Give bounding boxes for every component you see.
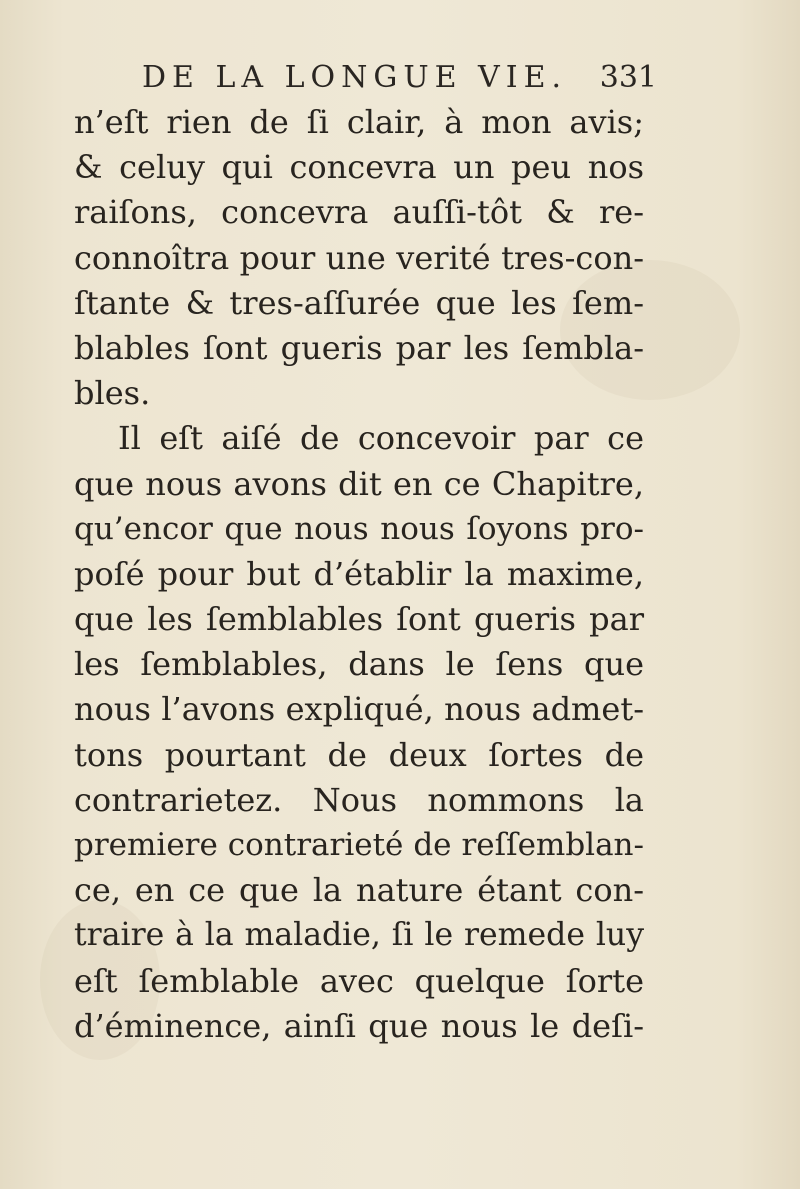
running-title: DE LA LONGUE VIE. [142,60,568,95]
text-line: raiſons, concevra auſſi-tôt & re- [74,193,644,232]
text-line: Il eſt aiſé de concevoir par ce [118,419,644,458]
text-line: ce, en ce que la nature étant con- [74,871,644,910]
text-line: poſé pour but d’établir la maxime, [74,554,644,593]
text-line: tons pourtant de deux ſortes de [74,735,644,774]
text-line: que nous avons dit en ce Chapitre, [74,464,644,503]
text-line: n’eſt rien de ſi clair, à mon avis; [74,103,644,141]
page-header [142,54,657,102]
text-line: connoîtra pour une verité tres-con- [74,238,644,277]
text-line: les ſemblables, dans le ſens que [74,645,644,684]
text-line: nous l’avons expliqué, nous admet- [74,690,644,729]
text-line: contrarietez. Nous nommons la [74,780,644,819]
text-line: traire à la maladie, ſi le remede luy [74,917,644,954]
text-line: & celuy qui concevra un peu nos [74,148,644,187]
body-text [74,100,644,1049]
text-line: blables ſont gueris par les ſembla- [74,328,644,367]
text-line: d’éminence, ainſi que nous le deſi- [74,1006,644,1045]
text-line: ſtante & tres-aſſurée que les ſem- [74,283,644,322]
page-number: 331 [599,60,657,95]
text-line: bles. [74,374,151,413]
text-line: premiere contrarieté de reſſemblan- [74,827,644,863]
text-line: que les ſemblables ſont gueris par [74,600,644,639]
text-line: eſt ſemblable avec quelque ſorte [74,961,644,1000]
text-line: qu’encor que nous nous ſoyons pro- [74,510,644,547]
